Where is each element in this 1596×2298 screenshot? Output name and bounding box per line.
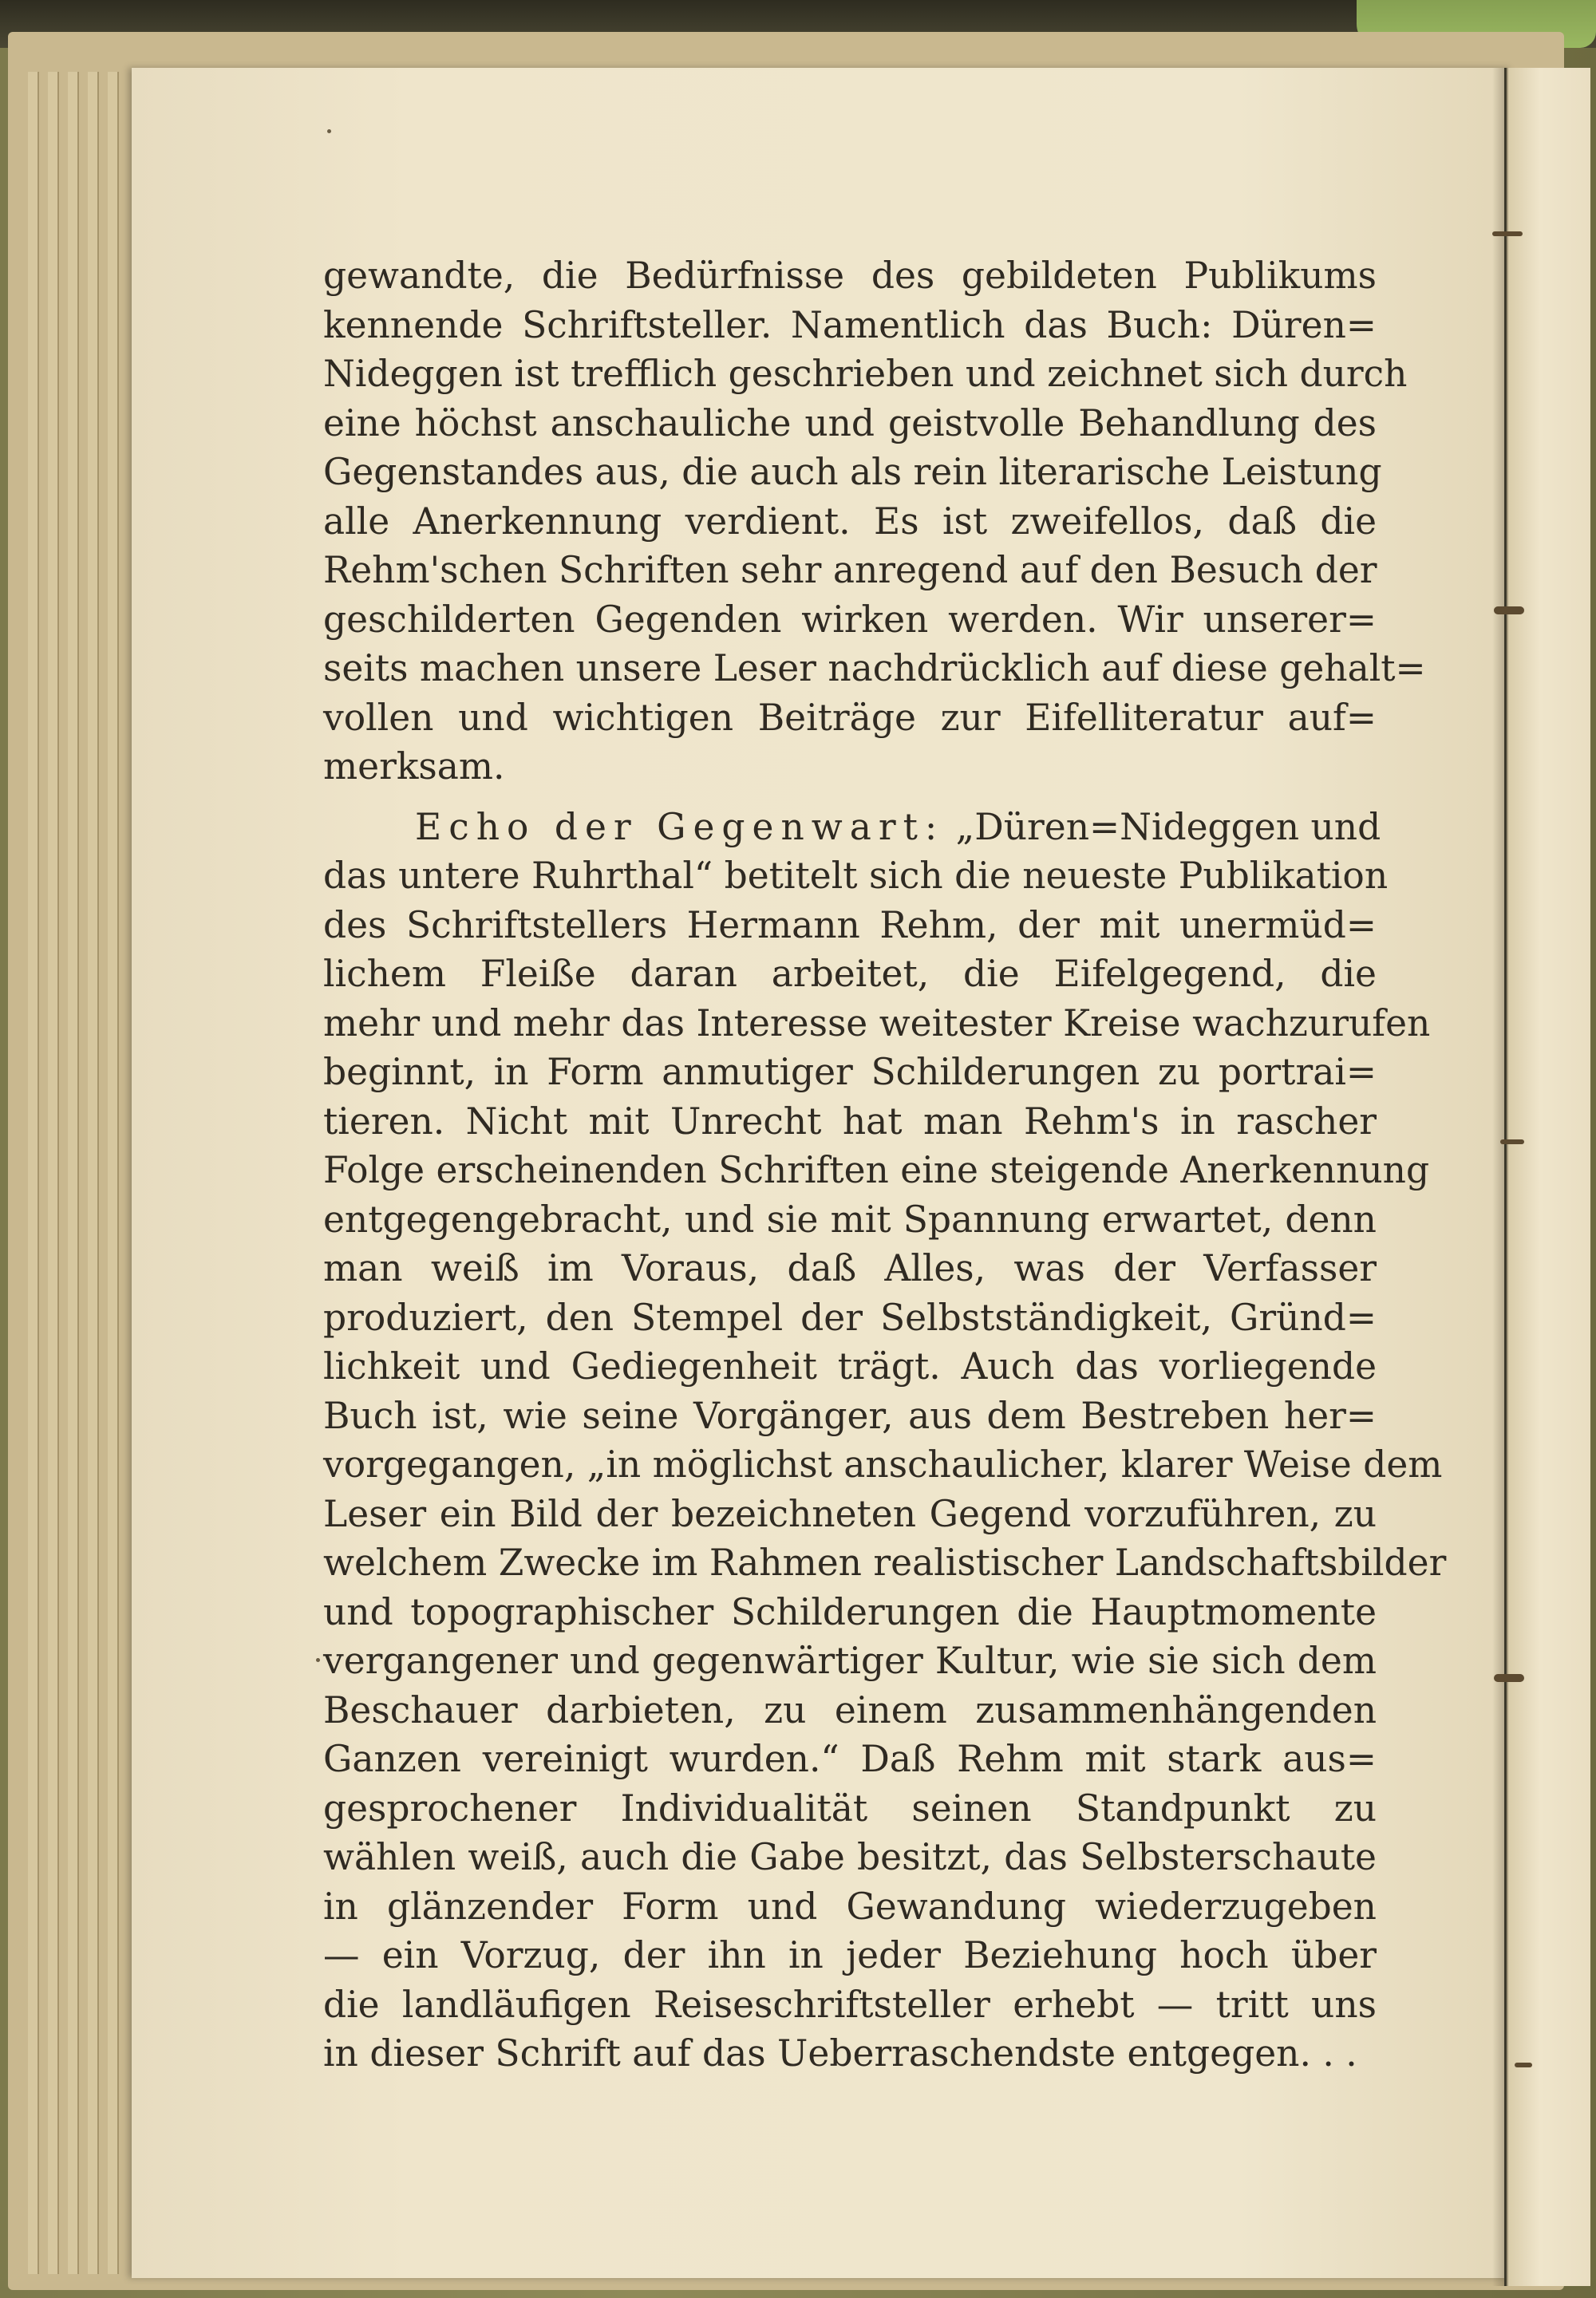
- text-line: produziert, den Stempel der Selbstständigkeit, Gründ=: [323, 1296, 1377, 1339]
- page-edge: [28, 72, 39, 2274]
- page-edge: [88, 72, 99, 2274]
- page-edge: [68, 72, 79, 2274]
- text-line: Folge erscheinenden Schriften eine steigende Anerkennung: [323, 1149, 1430, 1191]
- binding-thread: [1494, 606, 1524, 614]
- text-line: Gegenstandes aus, die auch als rein literarische Leistung: [323, 451, 1382, 493]
- text-line: [323, 803, 1381, 852]
- text-line: — ein Vorzug, der ihn in jeder Beziehung hoch über: [323, 1934, 1377, 1976]
- page-edge: [48, 72, 59, 2274]
- binding-thread: [1494, 1674, 1524, 1682]
- paper-speck: [316, 1658, 320, 1662]
- text-line: in dieser Schrift auf das Ueberraschendste entgegen. . .: [323, 2032, 1357, 2075]
- text-line: lichem Fleiße daran arbeitet, die Eifelgegend, die: [323, 953, 1377, 995]
- text-line: eine höchst anschauliche und geistvolle Behandlung des: [323, 401, 1377, 444]
- text-line: man weiß im Voraus, daß Alles, was der Verfasser: [323, 1247, 1377, 1289]
- text-line: merksam.: [323, 745, 505, 788]
- text-line: geschilderten Gegenden wirken werden. Wir unserer=: [323, 598, 1377, 641]
- text-line: und topographischer Schilderungen die Hauptmomente: [323, 1590, 1377, 1633]
- text-line: Rehm'schen Schriften sehr anregend auf den Besuch der: [323, 549, 1377, 591]
- text-line: vorgegangen, „in möglichst anschaulicher, klarer Weise dem: [323, 1443, 1443, 1486]
- text-line: Leser ein Bild der bezeichneten Gegend vorzuführen, zu: [323, 1492, 1377, 1535]
- text-line: gewandte, die Bedürfnisse des gebildeten Publikums: [323, 255, 1377, 297]
- text-line: gesprochener Individualität seinen Standpunkt zu: [323, 1787, 1377, 1830]
- text-line: vollen und wichtigen Beiträge zur Eifelliteratur auf=: [323, 696, 1377, 739]
- text-line: wählen weiß, auch die Gabe besitzt, das Selbsterschaute: [323, 1836, 1377, 1878]
- binding-thread: [1515, 2063, 1532, 2067]
- text-line: das untere Ruhrthal“ betitelt sich die neueste Publikation: [323, 855, 1389, 897]
- text-line: in glänzender Form und Gewandung wiederzugeben: [323, 1885, 1377, 1928]
- text-line: mehr und mehr das Interesse weitester Kreise wachzurufen: [323, 1001, 1431, 1044]
- text-line: Ganzen vereinigt wurden.“ Daß Rehm mit stark aus=: [323, 1738, 1377, 1780]
- text-line: Beschauer darbieten, zu einem zusammenhängenden: [323, 1688, 1377, 1731]
- text-line: tieren. Nicht mit Unrecht hat man Rehm's in rascher: [323, 1100, 1377, 1143]
- text-line: kennende Schriftsteller. Namentlich das Buch: Düren=: [323, 303, 1377, 346]
- text-line: beginnt, in Form anmutiger Schilderungen zu portrai=: [323, 1051, 1377, 1093]
- text-line: entgegengebracht, und sie mit Spannung erwartet, denn: [323, 1198, 1377, 1241]
- page-text: [323, 251, 1447, 2079]
- text-line: die landläufigen Reiseschriftsteller erhebt — tritt uns: [323, 1983, 1377, 2026]
- page-edge: [108, 72, 119, 2274]
- page-gutter: [1504, 68, 1590, 2286]
- binding-thread: [1492, 231, 1523, 236]
- text-line: alle Anerkennung verdient. Es ist zweifellos, daß die: [323, 499, 1377, 543]
- text-line: welchem Zwecke im Rahmen realistischer Landschaftsbilder: [323, 1542, 1447, 1584]
- text-line: Nideggen ist trefflich geschrieben und zeichnet sich durch: [323, 353, 1408, 395]
- text-line: Buch ist, wie seine Vorgänger, aus dem Bestreben her=: [323, 1394, 1377, 1437]
- text-line: des Schriftstellers Hermann Rehm, der mit unermüd=: [323, 903, 1377, 946]
- paragraph-1: [323, 251, 1426, 792]
- paragraph-2: [323, 803, 1447, 2079]
- text-line: seits machen unsere Leser nachdrücklich auf diese gehalt=: [323, 647, 1426, 689]
- text-line: lichkeit und Gediegenheit trägt. Auch das vorliegende: [323, 1345, 1377, 1388]
- binding-thread: [1500, 1139, 1524, 1144]
- paper-speck: [327, 129, 331, 133]
- text-line: vergangener und gegenwärtiger Kultur, wie sie sich dem: [323, 1640, 1377, 1682]
- source-name: Echo der Gegenwart:: [415, 805, 945, 848]
- gutter-shadow: [1492, 68, 1508, 2286]
- text-fragment: „Düren=Nideggen und: [955, 805, 1381, 848]
